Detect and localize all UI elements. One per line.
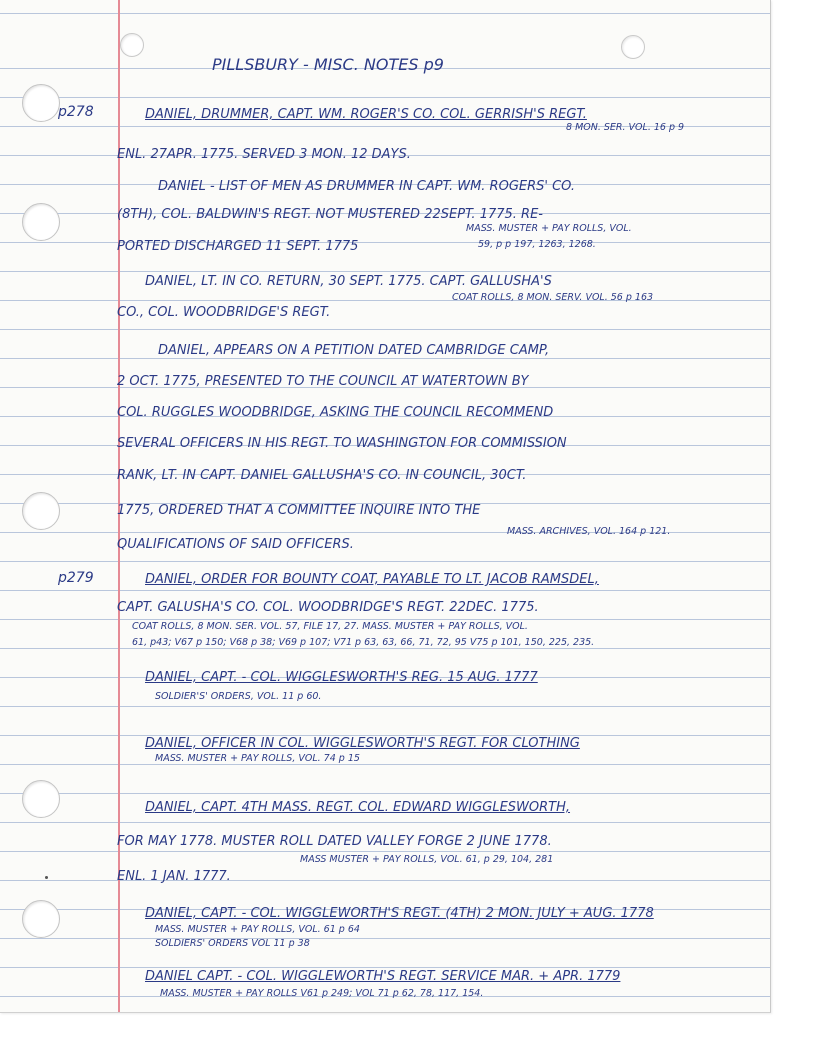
top-left-hole <box>120 33 144 57</box>
entry-line-16: CAPT. GALUSHA'S CO. COL. WOODBRIDGE'S REGT. 22DEC. 1775. <box>117 600 539 615</box>
binder-hole-3 <box>22 492 60 530</box>
entry-line-22: DANIEL, CAPT. - COL. WIGGLEWORTH'S REGT. (4TH) 2 MON. JULY + AUG. 1778 <box>145 906 654 921</box>
top-right-hole <box>621 35 645 59</box>
entry-line-6: DANIEL, LT. IN CO. RETURN, 30 SEPT. 1775. CAPT. GALLUSHA'S <box>145 274 552 289</box>
entry-line-17: DANIEL, CAPT. - COL. WIGGLESWORTH'S REG. 15 AUG. 1777 <box>145 670 538 685</box>
entry-line-12: RANK, LT. IN CAPT. DANIEL GALLUSHA'S CO. IN COUNCIL, 30CT. <box>117 468 527 483</box>
entry-line-18: DANIEL, OFFICER IN COL. WIGGLESWORTH'S REGT. FOR CLOTHING <box>145 736 580 751</box>
entry-line-13: 1775, ORDERED THAT A COMMITTEE INQUIRE INTO THE <box>117 503 481 518</box>
entry-line-14: QUALIFICATIONS OF SAID OFFICERS. <box>117 537 354 552</box>
citation-9: MASS. MUSTER + PAY ROLLS, VOL. 74 p 15 <box>155 753 360 764</box>
entry-line-3: DANIEL - LIST OF MEN AS DRUMMER IN CAPT. WM. ROGERS' CO. <box>158 179 576 194</box>
page-marker-p279: p279 <box>58 570 94 586</box>
citation-12: SOLDIERS' ORDERS VOL 11 p 38 <box>155 938 310 949</box>
citation-3: 59, p p 197, 1263, 1268. <box>478 239 596 250</box>
entry-line-19: DANIEL, CAPT. 4TH MASS. REGT. COL. EDWARD WIGGLESWORTH, <box>145 800 571 815</box>
binder-hole-2 <box>22 203 60 241</box>
citation-5: MASS. ARCHIVES, VOL. 164 p 121. <box>507 526 671 537</box>
entry-line-10: COL. RUGGLES WOODBRIDGE, ASKING THE COUNCIL RECOMMEND <box>117 405 554 420</box>
entry-line-5: PORTED DISCHARGED 11 SEPT. 1775 <box>117 239 359 254</box>
citation-11: MASS. MUSTER + PAY ROLLS, VOL. 61 p 64 <box>155 924 360 935</box>
entry-line-21: ENL. 1 JAN. 1777. <box>117 869 231 884</box>
ink-speck <box>45 876 48 879</box>
entry-line-11: SEVERAL OFFICERS IN HIS REGT. TO WASHINGTON FOR COMMISSION <box>117 436 567 451</box>
binder-hole-4 <box>22 780 60 818</box>
citation-13: MASS. MUSTER + PAY ROLLS V61 p 249; VOL 71 p 62, 78, 117, 154. <box>160 988 484 999</box>
citation-2: MASS. MUSTER + PAY ROLLS, VOL. <box>466 223 632 234</box>
entry-line-15: DANIEL, ORDER FOR BOUNTY COAT, PAYABLE TO LT. JACOB RAMSDEL, <box>145 572 599 587</box>
binder-hole-1 <box>22 84 60 122</box>
page-title: PILLSBURY - MISC. NOTES p9 <box>212 55 444 74</box>
entry-line-7: CO., COL. WOODBRIDGE'S REGT. <box>117 305 331 320</box>
entry-line-20: FOR MAY 1778. MUSTER ROLL DATED VALLEY FORGE 2 JUNE 1778. <box>117 834 552 849</box>
citation-1: 8 MON. SER. VOL. 16 p 9 <box>566 122 685 133</box>
citation-8: SOLDIER'S' ORDERS, VOL. 11 p 60. <box>155 691 322 702</box>
entry-line-23: DANIEL CAPT. - COL. WIGGLEWORTH'S REGT. SERVICE MAR. + APR. 1779 <box>145 969 621 984</box>
citation-6: COAT ROLLS, 8 MON. SER. VOL. 57, FILE 17, 27. MASS. MUSTER + PAY ROLLS, VOL. <box>132 621 528 632</box>
citation-10: MASS MUSTER + PAY ROLLS, VOL. 61, p 29, 104, 281 <box>300 854 554 865</box>
entry-line-9: 2 OCT. 1775, PRESENTED TO THE COUNCIL AT WATERTOWN BY <box>117 374 529 389</box>
entry-line-8: DANIEL, APPEARS ON A PETITION DATED CAMBRIDGE CAMP, <box>158 343 550 358</box>
citation-7: 61, p43; V67 p 150; V68 p 38; V69 p 107; V71 p 63, 63, 66, 71, 72, 95 V75 p 101, 150, 225, 235. <box>132 637 595 648</box>
entry-line-1: DANIEL, DRUMMER, CAPT. WM. ROGER'S CO. COL. GERRISH'S REGT. <box>145 107 587 122</box>
citation-4: COAT ROLLS, 8 MON. SERV. VOL. 56 p 163 <box>452 292 654 303</box>
binder-hole-5 <box>22 900 60 938</box>
entry-line-4: (8TH), COL. BALDWIN'S REGT. NOT MUSTERED 22SEPT. 1775. RE- <box>117 207 543 222</box>
page-marker-p278: p278 <box>58 104 94 120</box>
entry-line-2: ENL. 27APR. 1775. SERVED 3 MON. 12 DAYS. <box>117 147 411 162</box>
